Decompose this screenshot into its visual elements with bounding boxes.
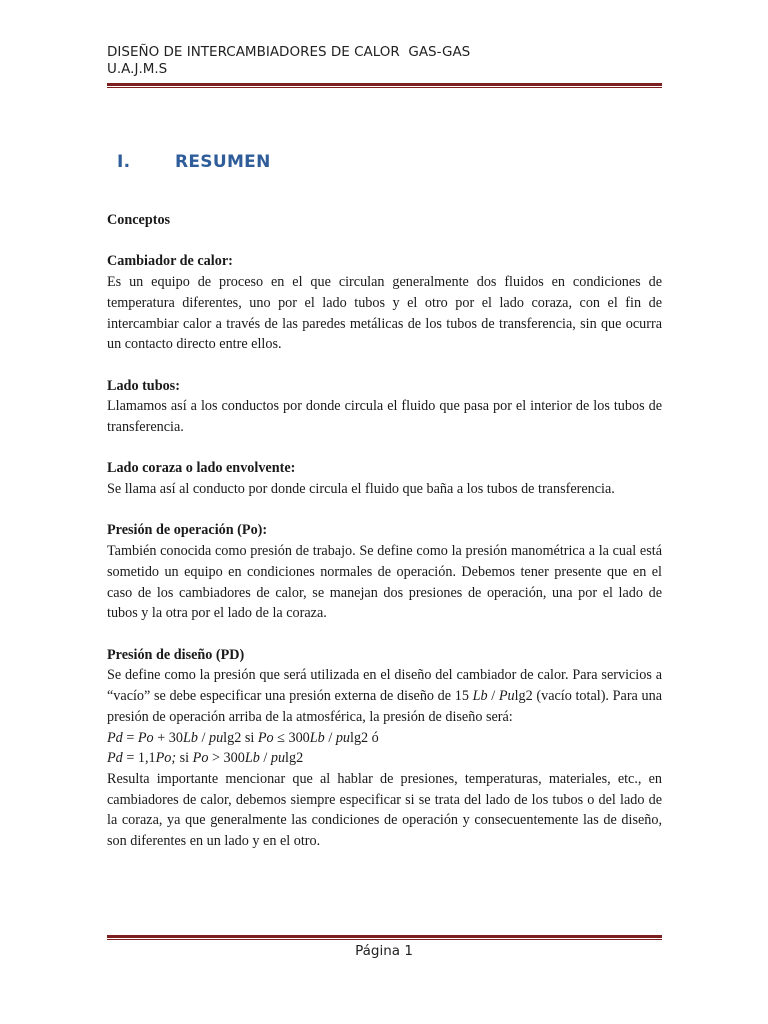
formula-1: Pd = Po + 30Lb / pulg2 si Po ≤ 300Lb / pulg2 ó bbox=[107, 729, 379, 746]
formula-2: Pd = 1,1Po; si Po > 300Lb / pulg2 bbox=[107, 750, 304, 767]
lado-tubos-text: Llamamos así a los conductos por donde circula el fluido que pasa por el interior de los tubos de transferencia. bbox=[107, 398, 662, 435]
header-title: DISEÑO DE INTERCAMBIADORES DE CALOR GAS-GAS bbox=[107, 44, 471, 60]
header-rule bbox=[107, 83, 662, 88]
section-number: I. bbox=[117, 152, 131, 172]
footer-rule bbox=[107, 935, 662, 940]
page-header bbox=[107, 44, 663, 78]
section-heading bbox=[117, 152, 271, 172]
presion-diseno-note: Resulta importante mencionar que al hablar de presiones, temperaturas, materiales, etc., en cambiadores de calor, debemos siempre especificar si se trata del lado de los tubos o del lado de la coraza, ya que generalmente las condiciones de operación y consecuentemente las de diseño, son diferentes en un lado y en el otro. bbox=[107, 770, 662, 850]
presion-operacion-text: También conocida como presión de trabajo. Se define como la presión manométrica a la cual está sometido un equipo en condiciones normales de operación. Debemos tener presente que en el caso de los cambiadores de calor, se manejan dos presiones de operación, una por el lado de tubos y la otra por el lado de la coraza. bbox=[107, 543, 662, 622]
presion-diseno-text: Se define como la presión que será utilizada en el diseño del cambiador de calor. Para servicios a “vacío” se debe especificar una presión externa de diseño de 15 Lb / Pulg2 (vacío total). Para una presión de operación arriba de la atmosférica, la presión de diseño será: bbox=[107, 667, 662, 725]
cambiador-heading: Cambiador de calor: bbox=[107, 253, 233, 270]
conceptos-heading: Conceptos bbox=[107, 212, 171, 228]
document-body bbox=[107, 210, 662, 852]
presion-diseno-heading: Presión de diseño (PD) bbox=[107, 646, 245, 663]
lado-tubos-heading: Lado tubos: bbox=[107, 377, 180, 394]
lado-coraza-heading: Lado coraza o lado envolvente: bbox=[107, 460, 296, 477]
presion-operacion-heading: Presión de operación (Po): bbox=[107, 522, 268, 539]
page-number: Página 1 bbox=[355, 943, 413, 959]
lado-coraza-text: Se llama así al conducto por donde circula el fluido que baña a los tubos de transferencia. bbox=[107, 481, 615, 498]
header-subtitle: U.A.J.M.S bbox=[107, 61, 168, 77]
section-title: RESUMEN bbox=[175, 152, 271, 172]
cambiador-text: Es un equipo de proceso en el que circulan generalmente dos fluidos en condiciones de temperatura diferentes, uno por el lado tubos y el otro por el lado coraza, con el fin de intercambiar calor a través de las paredes metálicas de los tubos de transferencia, sin que ocurra un contacto directo entre ellos. bbox=[107, 274, 662, 353]
